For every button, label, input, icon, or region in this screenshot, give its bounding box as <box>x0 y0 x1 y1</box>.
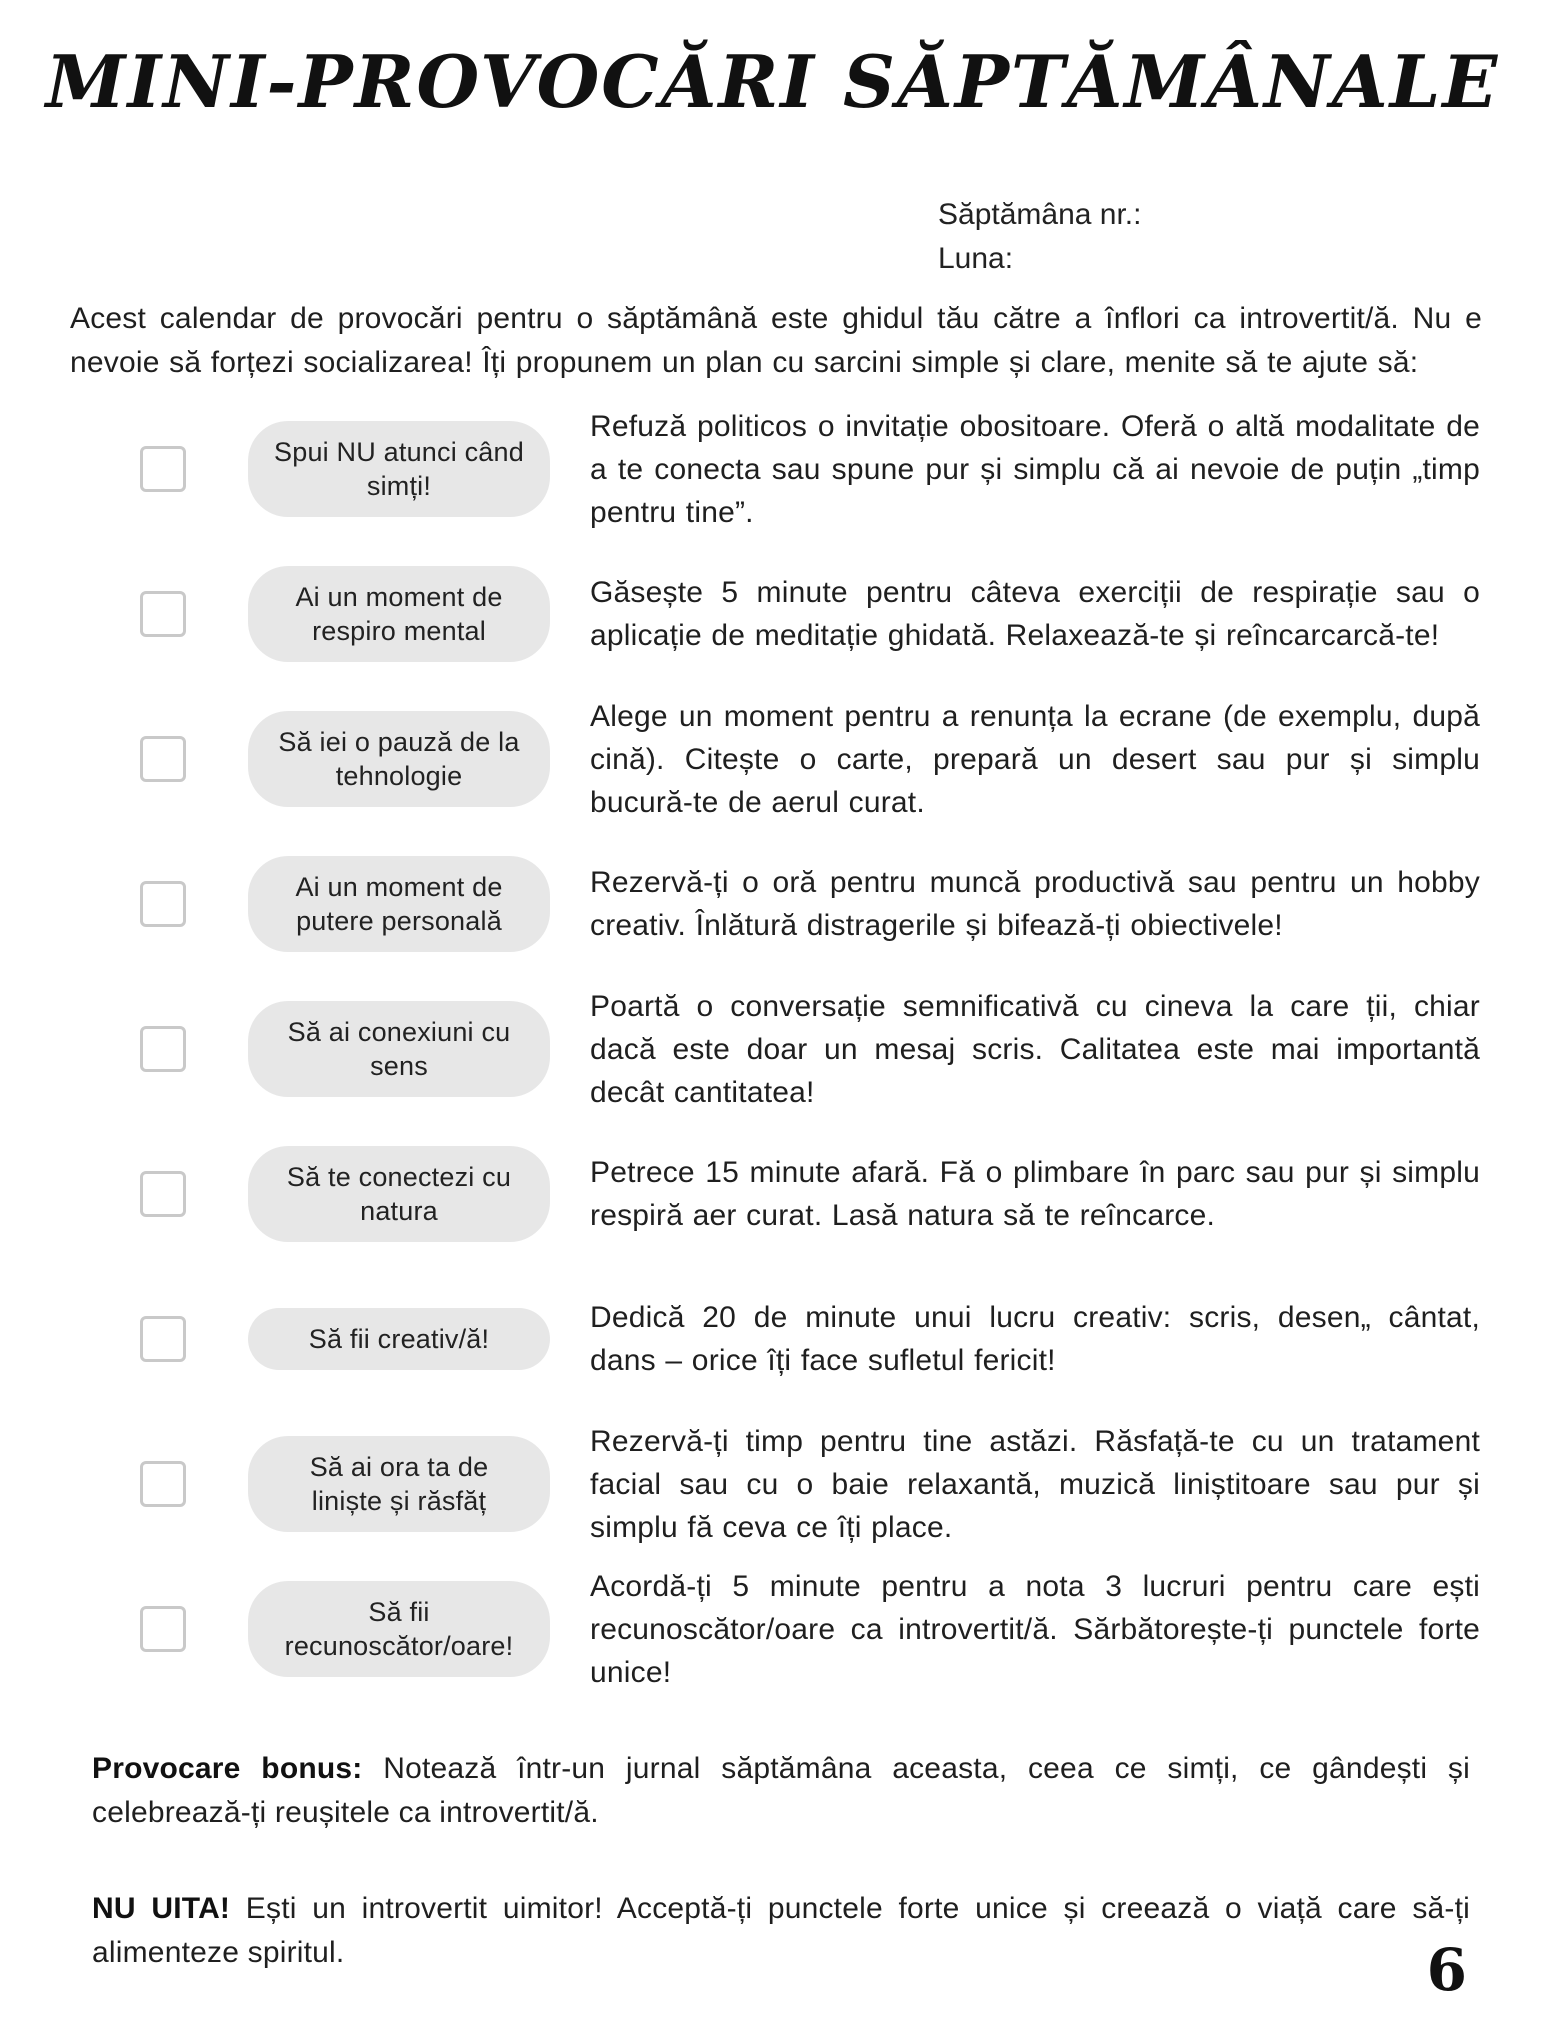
challenge-list <box>0 399 1545 1699</box>
challenge-checkbox[interactable] <box>140 446 186 492</box>
challenge-checkbox[interactable] <box>140 881 186 927</box>
challenge-row <box>0 1559 1545 1699</box>
challenge-pill-label: Ai un moment de respiro mental <box>248 566 550 662</box>
challenge-pill-label: Ai un moment de putere personală <box>248 856 550 952</box>
challenge-description: Găsește 5 minute pentru câteva exerciții de respirație sau o aplicație de meditație ghidată. Relaxează-te și reîncarcarcă-te! <box>590 576 1480 653</box>
challenge-checkbox[interactable] <box>140 1026 186 1072</box>
challenge-description: Rezervă-ți o oră pentru muncă productivă sau pentru un hobby creativ. Înlătură distragerile și bifează-ți obiectivele! <box>590 866 1480 943</box>
challenge-pill-label: Să ai ora ta de liniște și răsfăț <box>248 1436 550 1532</box>
challenge-description: Alege un moment pentru a renunța la ecrane (de exemplu, după cină). Citește o carte, prepară un desert sau pur și simplu bucură-te de aerul curat. <box>590 699 1480 819</box>
month-label: Luna: <box>938 242 1014 276</box>
challenge-pill-label: Spui NU atunci când simți! <box>248 421 550 517</box>
challenge-description: Poartă o conversație semnificativă cu cineva la care ții, chiar dacă este doar un mesaj scris. Calitatea este mai importantă decât cantitatea! <box>590 989 1480 1109</box>
challenge-pill-label: Să te conectezi cu natura <box>248 1146 550 1242</box>
challenge-pill-label: Să fii recunoscător/oare! <box>248 1581 550 1677</box>
challenge-pill-label: Să ai conexiuni cu sens <box>248 1001 550 1097</box>
challenge-description: Acordă-ți 5 minute pentru a nota 3 lucruri pentru care ești recunoscător/oare ca introvertit/ă. Sărbătorește-ți punctele forte unice! <box>590 1569 1480 1689</box>
challenge-row <box>0 979 1545 1119</box>
challenge-row <box>0 834 1545 974</box>
challenge-checkbox[interactable] <box>140 1316 186 1362</box>
week-number-label: Săptămâna nr.: <box>938 198 1142 232</box>
bonus-label: Provocare bonus: <box>92 1752 363 1786</box>
reminder-paragraph <box>92 1887 1470 1975</box>
meta-block <box>938 193 1545 281</box>
challenge-row <box>0 544 1545 684</box>
challenge-row <box>0 399 1545 539</box>
challenge-row <box>0 1124 1545 1264</box>
challenge-pill-label: Să iei o pauză de la tehnologie <box>248 711 550 807</box>
worksheet-page <box>0 39 1545 2042</box>
bonus-paragraph <box>92 1747 1470 1835</box>
challenge-description: Rezervă-ți timp pentru tine astăzi. Răsfață-te cu un tratament facial sau cu o baie relaxantă, muzică liniștitoare sau pur și simplu fă ceva ce îți place. <box>590 1424 1480 1544</box>
page-title: MINI-PROVOCĂRI SĂPTĂMÂNALE <box>45 39 1500 124</box>
challenge-checkbox[interactable] <box>140 1461 186 1507</box>
challenge-pill-label: Să fii creativ/ă! <box>248 1308 550 1370</box>
challenge-row <box>0 1269 1545 1409</box>
challenge-description: Refuză politicos o invitație obositoare. Oferă o altă modalitate de a te conecta sau spune pur și simplu că ai nevoie de puțin „timp pentru tine”. <box>590 409 1480 529</box>
challenge-description: Petrece 15 minute afară. Fă o plimbare în parc sau pur și simplu respiră aer curat. Lasă natura să te reîncarce. <box>590 1156 1480 1233</box>
challenge-checkbox[interactable] <box>140 1606 186 1652</box>
challenge-description: Dedică 20 de minute unui lucru creativ: scris, desen„ cântat, dans – orice îți face sufletul fericit! <box>590 1301 1480 1378</box>
challenge-checkbox[interactable] <box>140 1171 186 1217</box>
reminder-label: NU UITA! <box>92 1892 231 1926</box>
intro-paragraph: Acest calendar de provocări pentru o săptămână este ghidul tău către a înflori ca introvertit/ă. Nu e nevoie să forțezi socializarea! Îți propunem un plan cu sarcini simple și clare, menite să te ajute să: <box>70 302 1482 380</box>
page-number: 6 <box>1426 1936 1467 2004</box>
bonus-text: Notează într-un jurnal săptămâna aceasta, ceea ce simți, ce gândești și celebrează-ți reușitele ca introvertit/ă. <box>92 1752 1470 1830</box>
challenge-checkbox[interactable] <box>140 591 186 637</box>
challenge-row <box>0 689 1545 829</box>
challenge-row <box>0 1414 1545 1554</box>
challenge-checkbox[interactable] <box>140 736 186 782</box>
reminder-text: Ești un introvertit uimitor! Acceptă-ți punctele forte unice și creează o viață care să-ți alimenteze spiritul. <box>92 1892 1471 1970</box>
